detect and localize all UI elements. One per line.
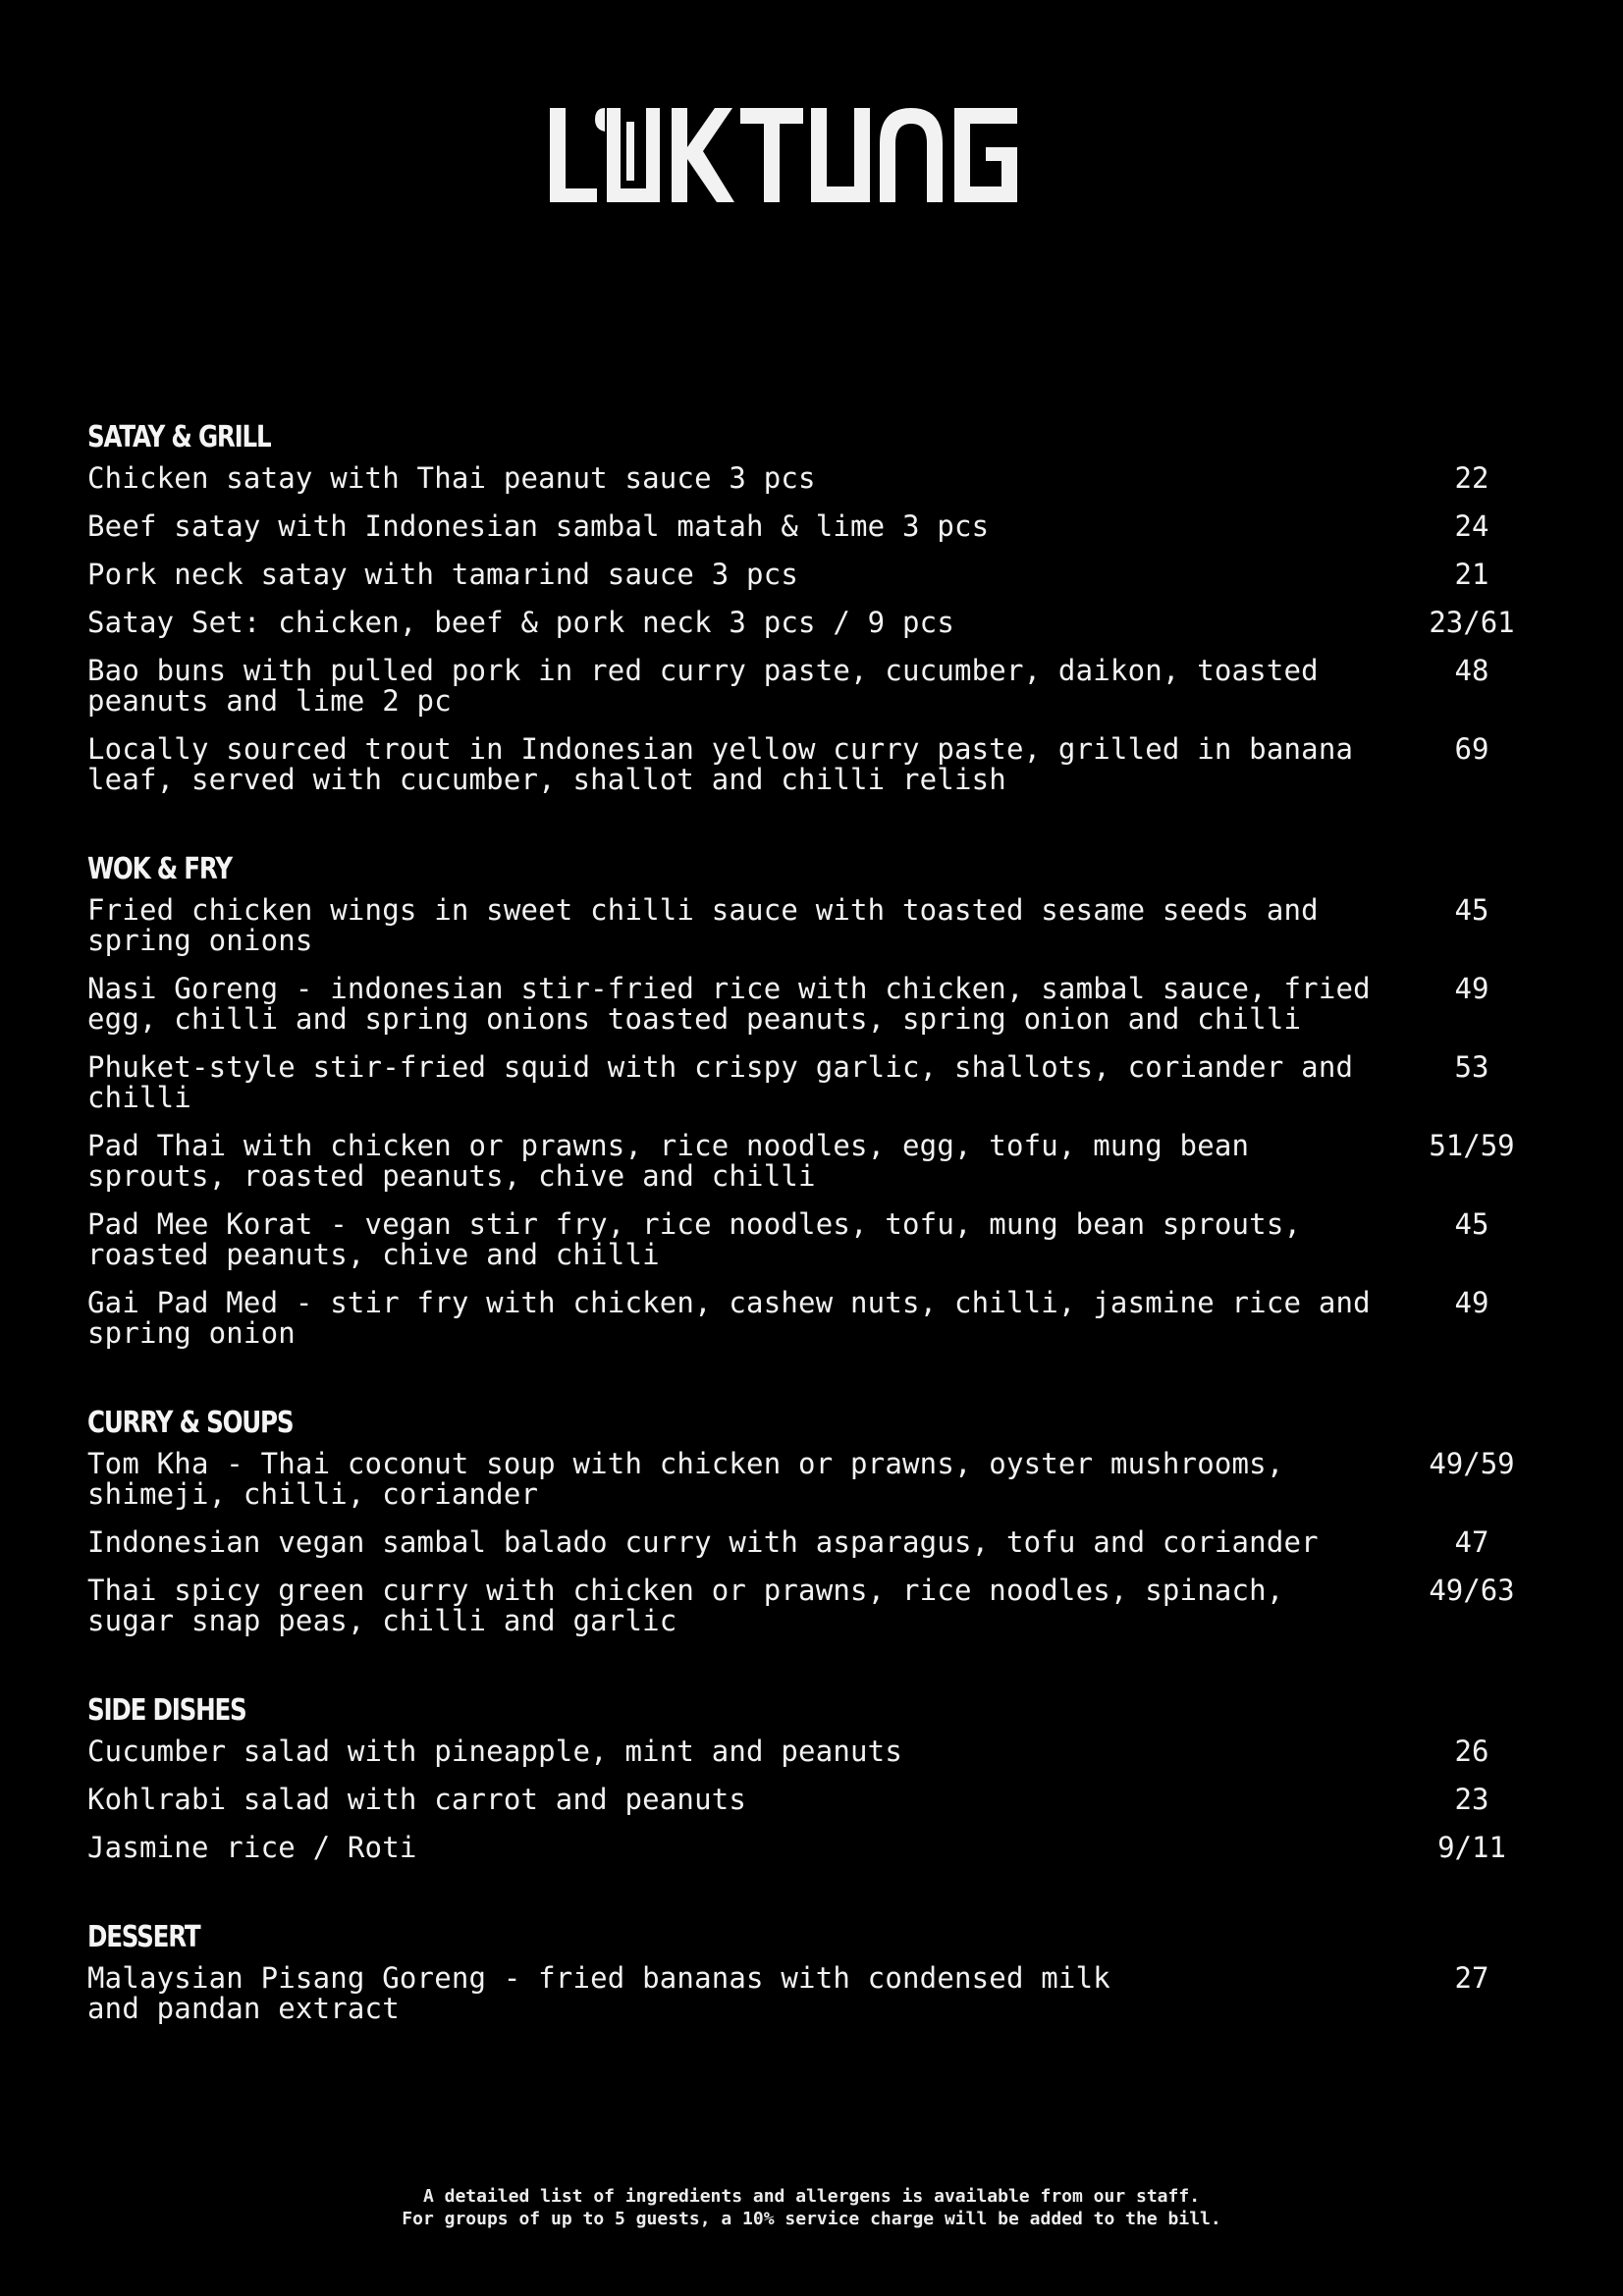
menu-item: [87, 895, 1560, 956]
menu-item: [87, 656, 1560, 717]
item-price: 49: [1454, 1286, 1489, 1319]
item-price: 26: [1454, 1735, 1489, 1768]
menu-item: [87, 1785, 1560, 1815]
item-price: 22: [1454, 461, 1489, 495]
item-description: Fried chicken wings in sweet chilli sauce with toasted sesame seeds and spring onions: [87, 893, 1319, 957]
luktung-wordmark: [550, 108, 1074, 202]
section-gap: [87, 1366, 1560, 1398]
item-price: 23: [1454, 1783, 1489, 1816]
menu-item: [87, 608, 1560, 638]
menu-item: [87, 1449, 1560, 1510]
menu-item: [87, 1131, 1560, 1192]
footer-line-allergens: A detailed list of ingredients and allergens is available from our staff.: [422, 2186, 1201, 2207]
item-price: 21: [1454, 558, 1489, 591]
item-description: Malaysian Pisang Goreng - fried bananas with condensed milk and pandan extract: [87, 1961, 1110, 2025]
item-price: 48: [1454, 654, 1489, 687]
section-curry-soups: [87, 1398, 1560, 1636]
item-price: 23/61: [1429, 606, 1515, 639]
section-title: CURRY & SOUPS: [87, 1406, 294, 1440]
item-description: Tom Kha - Thai coconut soup with chicken or prawns, oyster mushrooms, shimeji, chilli, coriander: [87, 1447, 1284, 1511]
item-price: 47: [1454, 1525, 1489, 1559]
item-description: Indonesian vegan sambal balado curry with asparagus, tofu and coriander: [87, 1525, 1319, 1559]
menu-item: [87, 1288, 1560, 1349]
item-price: 49/63: [1429, 1574, 1515, 1607]
menu-item: [87, 1052, 1560, 1113]
item-description: Thai spicy green curry with chicken or prawns, rice noodles, spinach, sugar snap peas, chilli and garlic: [87, 1574, 1284, 1637]
item-description: Chicken satay with Thai peanut sauce 3 pcs: [87, 461, 816, 495]
item-description: Bao buns with pulled pork in red curry paste, cucumber, daikon, toasted peanuts and lime 2 pc: [87, 654, 1319, 718]
section-gap: [87, 813, 1560, 844]
item-price: 49/59: [1429, 1447, 1515, 1480]
item-price: 53: [1454, 1050, 1489, 1084]
menu-item: [87, 1736, 1560, 1767]
item-description: Kohlrabi salad with carrot and peanuts: [87, 1783, 747, 1816]
menu-item: [87, 974, 1560, 1035]
item-description: Gai Pad Med - stir fry with chicken, cashew nuts, chilli, jasmine rice and spring onion: [87, 1286, 1371, 1350]
menu-item: [87, 1575, 1560, 1636]
section-title: SIDE DISHES: [87, 1693, 246, 1728]
section-side-dishes: [87, 1685, 1560, 1863]
menu-item: [87, 1963, 1560, 2024]
item-description: Cucumber salad with pineapple, mint and peanuts: [87, 1735, 902, 1768]
item-price: 49: [1454, 972, 1489, 1005]
menu-item: [87, 463, 1560, 494]
menu-item: [87, 1527, 1560, 1558]
brand-logo: [0, 106, 1623, 204]
item-description: Pork neck satay with tamarind sauce 3 pcs: [87, 558, 799, 591]
section-gap: [87, 1881, 1560, 1912]
section-wok-fry: [87, 844, 1560, 1349]
item-price: 51/59: [1429, 1129, 1515, 1162]
item-price: 69: [1454, 732, 1489, 766]
item-description: Phuket-style stir-fried squid with crispy garlic, shallots, coriander and chilli: [87, 1050, 1354, 1114]
section-dessert: [87, 1912, 1560, 2024]
menu-item: [87, 560, 1560, 590]
menu: [87, 412, 1560, 2042]
footer-note: [0, 2185, 1623, 2230]
section-title: SATAY & GRILL: [87, 420, 271, 454]
menu-item: [87, 734, 1560, 795]
footer-line-service-charge: For groups of up to 5 guests, a 10% service charge will be added to the bill.: [402, 2209, 1221, 2229]
menu-item: [87, 1833, 1560, 1863]
menu-item: [87, 511, 1560, 542]
item-description: Jasmine rice / Roti: [87, 1831, 417, 1864]
section-satay-grill: [87, 412, 1560, 795]
item-description: Satay Set: chicken, beef & pork neck 3 pcs / 9 pcs: [87, 606, 954, 639]
item-price: 45: [1454, 893, 1489, 927]
item-description: Nasi Goreng - indonesian stir-fried rice with chicken, sambal sauce, fried egg, chilli and spring onions toasted peanuts, spring onion and chilli: [87, 972, 1371, 1036]
item-description: Pad Thai with chicken or prawns, rice noodles, egg, tofu, mung bean sprouts, roasted peanuts, chive and chilli: [87, 1129, 1250, 1193]
section-gap: [87, 1654, 1560, 1685]
item-price: 27: [1454, 1961, 1489, 1995]
item-price: 9/11: [1437, 1831, 1506, 1864]
item-price: 45: [1454, 1207, 1489, 1241]
item-description: Pad Mee Korat - vegan stir fry, rice noodles, tofu, mung bean sprouts, roasted peanuts, chive and chilli: [87, 1207, 1302, 1271]
section-title: WOK & FRY: [87, 852, 232, 886]
item-price: 24: [1454, 509, 1489, 543]
item-description: Beef satay with Indonesian sambal matah & lime 3 pcs: [87, 509, 990, 543]
item-description: Locally sourced trout in Indonesian yellow curry paste, grilled in banana leaf, served with cucumber, shallot and chilli relish: [87, 732, 1354, 796]
section-title: DESSERT: [87, 1920, 200, 1954]
menu-item: [87, 1209, 1560, 1270]
